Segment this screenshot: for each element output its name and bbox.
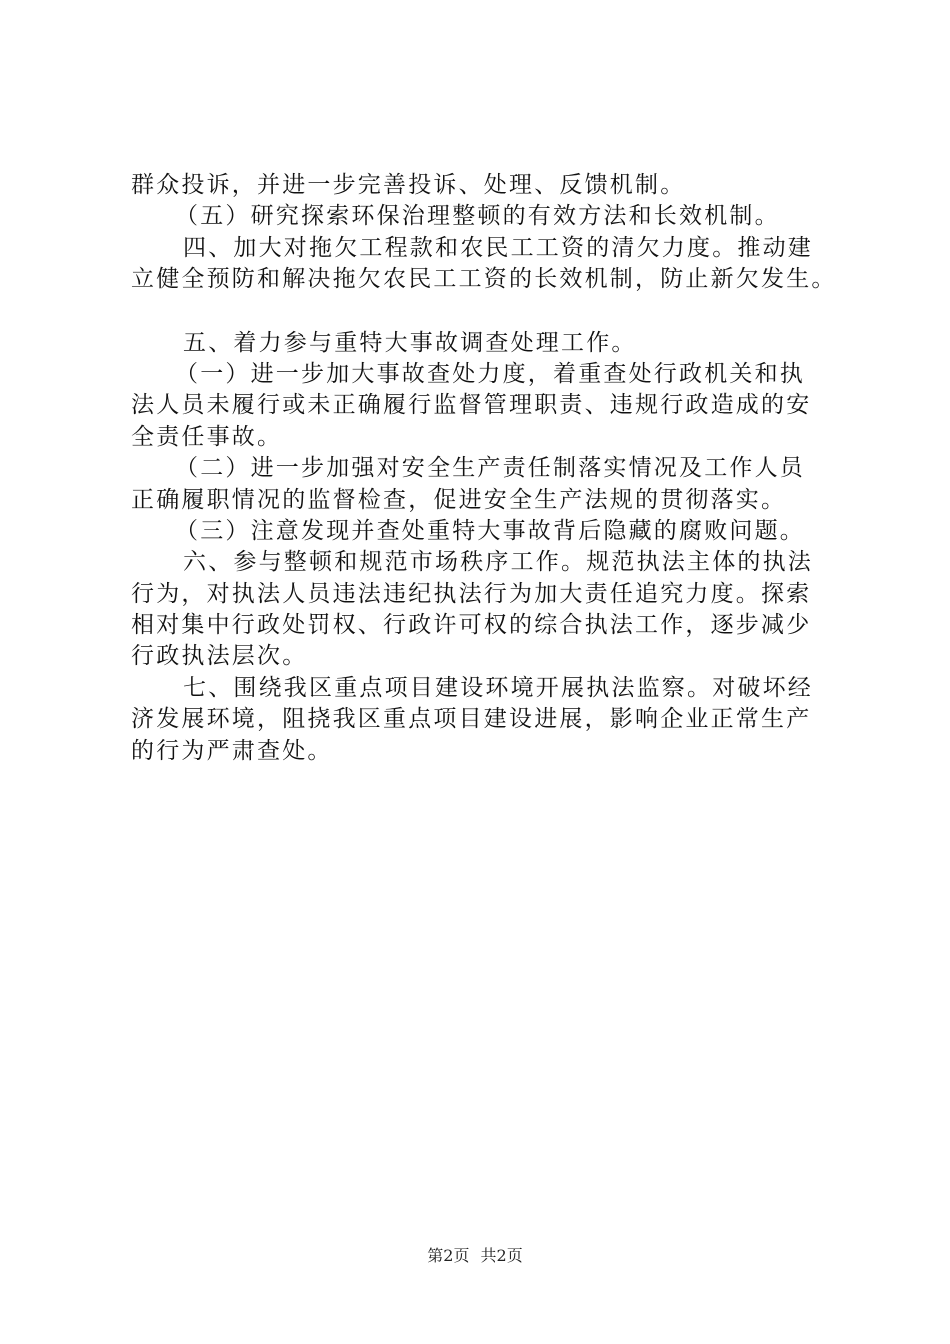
text-line: 正确履职情况的监督检查，促进安全生产法规的贯彻落实。 <box>131 486 787 513</box>
text-line: 法人员未履行或未正确履行监督管理职责、违规行政造成的安 <box>131 392 812 419</box>
text-line: 四、加大对拖欠工程款和农民工工资的清欠力度。推动建 <box>183 234 813 261</box>
text-line: （二）进一步加强对安全生产责任制落实情况及工作人员 <box>175 455 805 482</box>
page-footer <box>0 1243 950 1266</box>
text-line: 行政执法层次。 <box>131 643 308 670</box>
text-line: （五）研究探索环保治理整顿的有效方法和长效机制。 <box>175 203 780 230</box>
page-total: 共2页 <box>480 1246 523 1265</box>
text-line: 行为，对执法人员违法违纪执法行为加大责任追究力度。探索 <box>131 580 812 607</box>
text-line: （一）进一步加大事故查处力度，着重查处行政机关和执 <box>175 360 805 387</box>
page-number: 第2页 <box>427 1246 470 1265</box>
text-line: 相对集中行政处罚权、行政许可权的综合执法工作，逐步减少 <box>131 612 812 639</box>
text-line: 五、着力参与重特大事故调查处理工作。 <box>183 329 637 356</box>
text-line: 济发展环境，阻挠我区重点项目建设进展，影响企业正常生产 <box>131 706 812 733</box>
document-body <box>131 170 851 767</box>
text-line: 六、参与整顿和规范市场秩序工作。规范执法主体的执法 <box>183 549 813 576</box>
text-line: 全责任事故。 <box>131 423 283 450</box>
text-line: （三）注意发现并查处重特大事故背后隐藏的腐败问题。 <box>175 517 805 544</box>
text-line: 七、围绕我区重点项目建设环境开展执法监察。对破坏经 <box>183 674 813 701</box>
text-line: 的行为严肃查处。 <box>131 737 333 764</box>
text-line: 立健全预防和解决拖欠农民工工资的长效机制，防止新欠发生。 <box>131 266 837 293</box>
text-line: 群众投诉，并进一步完善投诉、处理、反馈机制。 <box>131 172 686 198</box>
